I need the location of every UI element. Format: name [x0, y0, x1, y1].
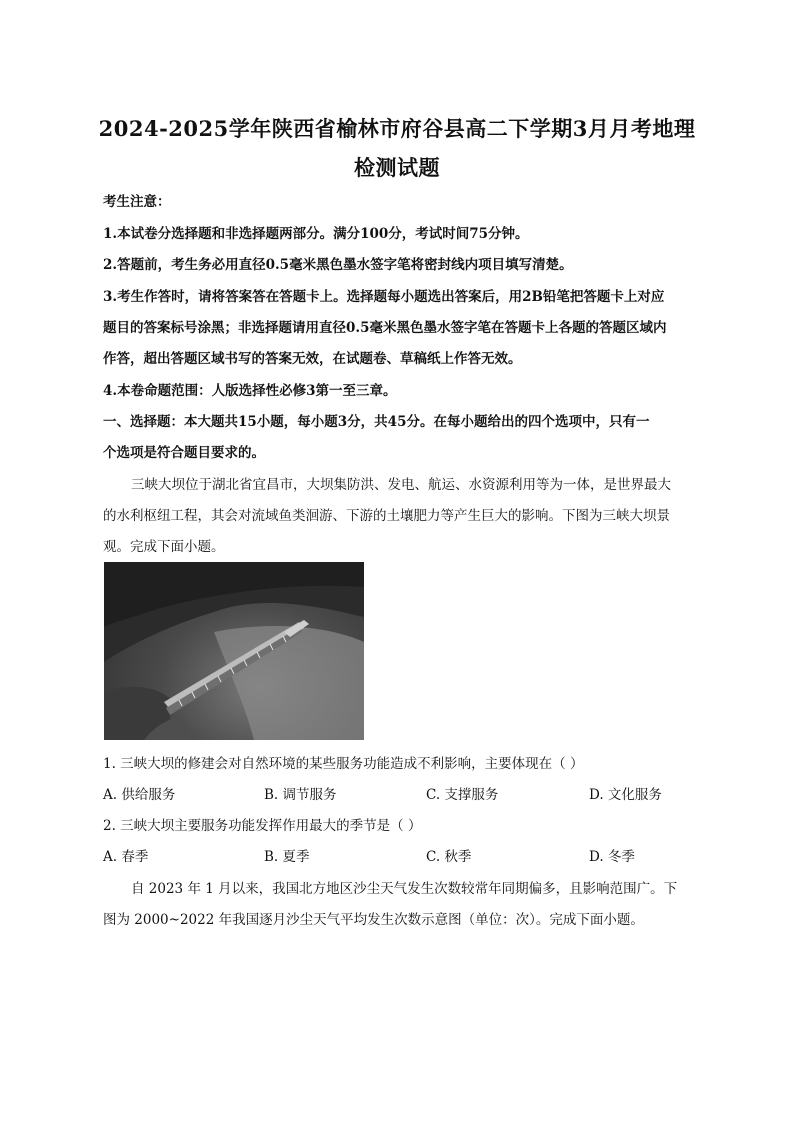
notice-1: 1.本试卷分选择题和非选择题两部分。满分100分，考试时间75分钟。	[103, 226, 529, 242]
passage-2-line-1: 自 2023 年 1 月以来，我国北方地区沙尘天气发生次数较常年同期偏多，且影响范围广。下	[131, 881, 678, 897]
notice-3: 3.考生作答时，请将答案答在答题卡上。选择题每小题选出答案后，用2B铅笔把答题卡上对应	[103, 289, 665, 305]
notice-3-cont-1: 题目的答案标号涂黑；非选择题请用直径0.5毫米黑色墨水签字笔在答题卡上各题的答题区域内	[103, 320, 667, 336]
question-2-option-c[interactable]: C. 秋季	[426, 849, 472, 865]
question-1-option-c[interactable]: C. 支撑服务	[426, 787, 499, 803]
question-1-option-b[interactable]: B. 调节服务	[264, 787, 337, 803]
question-1-stem: 1. 三峡大坝的修建会对自然环境的某些服务功能造成不利影响，主要体现在（ ）	[103, 756, 584, 772]
section-1-heading: 一、选择题：本大题共15小题，每小题3分，共45分。在每小题给出的四个选项中，只有一	[103, 414, 650, 430]
notice-2: 2.答题前，考生务必用直径0.5毫米黑色墨水签字笔将密封线内项目填写清楚。	[103, 257, 573, 273]
title-line-2: 检测试题	[354, 155, 440, 180]
title-line-1: 2024-2025学年陕西省榆林市府谷县高二下学期3月月考地理	[98, 116, 696, 141]
notice-4: 4.本卷命题范围：人版选择性必修3第一至三章。	[103, 383, 397, 399]
passage-1-line-3: 观。完成下面小题。	[103, 539, 225, 555]
three-gorges-dam-photo	[104, 562, 364, 740]
question-2-stem: 2. 三峡大坝主要服务功能发挥作用最大的季节是（ ）	[103, 818, 422, 834]
question-2-option-a[interactable]: A. 春季	[103, 849, 149, 865]
notice-heading: 考生注意：	[103, 194, 171, 210]
passage-2-line-2: 图为 2000~2022 年我国逐月沙尘天气平均发生次数示意图（单位：次）。完成下面小题。	[103, 912, 644, 928]
question-1-option-a[interactable]: A. 供给服务	[103, 787, 176, 803]
question-2-option-d[interactable]: D. 冬季	[589, 849, 635, 865]
passage-1-line-1: 三峡大坝位于湖北省宜昌市，大坝集防洪、发电、航运、水资源利用等为一体，是世界最大	[131, 477, 671, 493]
question-2-option-b[interactable]: B. 夏季	[264, 849, 310, 865]
passage-1-line-2: 的水利枢纽工程，其会对流域鱼类洄游、下游的土壤肥力等产生巨大的影响。下图为三峡大坝景	[103, 508, 670, 524]
section-1-heading-cont: 个选项是符合题目要求的。	[103, 445, 265, 461]
notice-3-cont-2: 作答，超出答题区域书写的答案无效，在试题卷、草稿纸上作答无效。	[103, 351, 522, 367]
question-1-option-d[interactable]: D. 文化服务	[589, 787, 662, 803]
